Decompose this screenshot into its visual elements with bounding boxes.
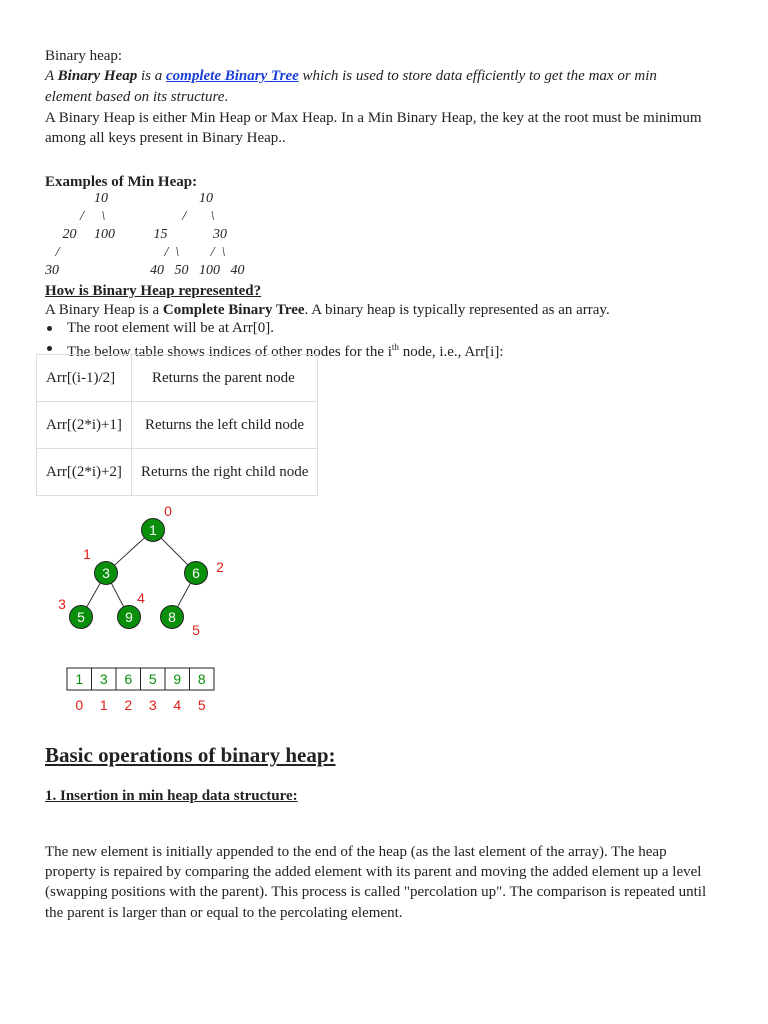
table-cell-expr: Arr[(i-1)/2] [37, 355, 132, 402]
bullet-2-sup: th [391, 342, 399, 352]
definition-article: A [45, 68, 58, 84]
example-tree-line-3: 20 100 15 30 [45, 227, 227, 242]
array-index-label: 1 [99, 697, 108, 713]
insertion-paragraph-line-1: The new element is initially appended to the end of the heap (as the last element of the array). The heap [45, 844, 667, 860]
array-index-label: 3 [148, 697, 157, 713]
definition-line-1 [45, 66, 657, 86]
intro-paragraph-line-2: among all keys present in Binary Heap.. [45, 130, 286, 146]
array-cell [141, 668, 166, 690]
tree-node-index-label: 5 [192, 622, 200, 638]
array-cell-value: 5 [148, 671, 157, 687]
tree-node-index-label: 2 [216, 559, 224, 575]
table-cell-desc: Returns the left child node [131, 402, 317, 449]
tree-node-value: 8 [168, 609, 176, 625]
tree-node [161, 606, 184, 629]
bullet-dot-1 [47, 326, 52, 331]
representation-post: . A binary heap is typically represented as an array. [304, 302, 610, 318]
table-cell-desc: Returns the parent node [131, 355, 317, 402]
heap-diagram [0, 495, 260, 720]
array-cell-value: 9 [173, 671, 182, 687]
bullet-2-post: node, i.e., Arr[i]: [398, 344, 504, 360]
array-cell-value: 6 [124, 671, 133, 687]
tree-node [142, 519, 165, 542]
array-index-label: 4 [173, 697, 182, 713]
example-tree-line-4: / / \ / \ [45, 245, 226, 260]
array-cell-value: 3 [99, 671, 108, 687]
tree-node-value: 5 [77, 609, 85, 625]
tree-nodes [70, 519, 208, 629]
representation-line [45, 300, 610, 320]
tree-node [185, 562, 208, 585]
array-cell [190, 668, 215, 690]
bullet-dot-2 [47, 346, 52, 351]
array-cell-value: 8 [197, 671, 206, 687]
operations-heading: Basic operations of binary heap: [45, 743, 336, 767]
tree-node-value: 3 [102, 565, 110, 581]
tree-node-index-label: 1 [83, 546, 91, 562]
tree-node [118, 606, 141, 629]
representation-pre: A Binary Heap is a [45, 302, 163, 318]
array-index-label: 2 [124, 697, 133, 713]
tree-node-index-label: 0 [164, 503, 172, 519]
table-row [37, 449, 318, 496]
tree-node-value: 6 [192, 565, 200, 581]
table-row [37, 402, 318, 449]
definition-line-2 [45, 87, 228, 107]
definition-period: . [224, 89, 229, 105]
table-row [37, 355, 318, 402]
tree-node-value: 9 [125, 609, 133, 625]
insertion-paragraph-line-4: the parent is larger than or equal to the percolating element. [45, 905, 403, 921]
array-cell [165, 668, 190, 690]
array-representation [67, 668, 214, 690]
example-tree-line-2: / \ / \ [45, 209, 215, 224]
definition-rest-2: element based on its structure [45, 89, 225, 105]
example-tree-line-5: 30 40 50 100 40 [45, 263, 245, 278]
insertion-heading: 1. Insertion in min heap data structure: [45, 788, 298, 804]
example-tree-line-1: 10 10 [45, 191, 213, 206]
bullet-item-1: The root element will be at Arr[0]. [67, 320, 275, 336]
insertion-paragraph-line-3: (swapping positions with the parent). This process is called "percolation up". The comparison is repeated until [45, 884, 707, 900]
bullet-2-pre: The below table shows indices of other nodes for the i [67, 344, 392, 360]
array-index-label: 5 [197, 697, 206, 713]
array-cell-value: 1 [75, 671, 84, 687]
examples-heading: Examples of Min Heap: [45, 174, 198, 190]
tree-node [70, 606, 93, 629]
section-title: Binary heap: [45, 48, 123, 64]
index-table [36, 354, 318, 496]
table-cell-expr: Arr[(2*i)+1] [37, 402, 132, 449]
representation-heading: How is Binary Heap represented? [45, 283, 262, 299]
tree-node-value: 1 [149, 522, 157, 538]
array-indices [75, 697, 206, 713]
array-index-label: 0 [75, 697, 84, 713]
table-cell-desc: Returns the right child node [131, 449, 317, 496]
tree-node [95, 562, 118, 585]
tree-node-index-label: 4 [137, 590, 145, 606]
array-cell [116, 668, 141, 690]
array-cell [67, 668, 92, 690]
definition-is: is a [137, 68, 167, 84]
complete-binary-tree-link[interactable]: complete Binary Tree [166, 68, 299, 84]
array-cell [92, 668, 117, 690]
definition-term: Binary Heap [57, 68, 138, 84]
insertion-paragraph-line-2: property is repaired by comparing the added element with its parent and moving the added element up a level [45, 864, 702, 880]
tree-node-index-label: 3 [58, 596, 66, 612]
definition-rest: which is used to store data efficiently to get the max or min [298, 68, 657, 84]
intro-paragraph-line-1: A Binary Heap is either Min Heap or Max Heap. In a Min Binary Heap, the key at the root must be minimum [45, 110, 702, 126]
table-cell-expr: Arr[(2*i)+2] [37, 449, 132, 496]
representation-bold: Complete Binary Tree [162, 302, 305, 318]
